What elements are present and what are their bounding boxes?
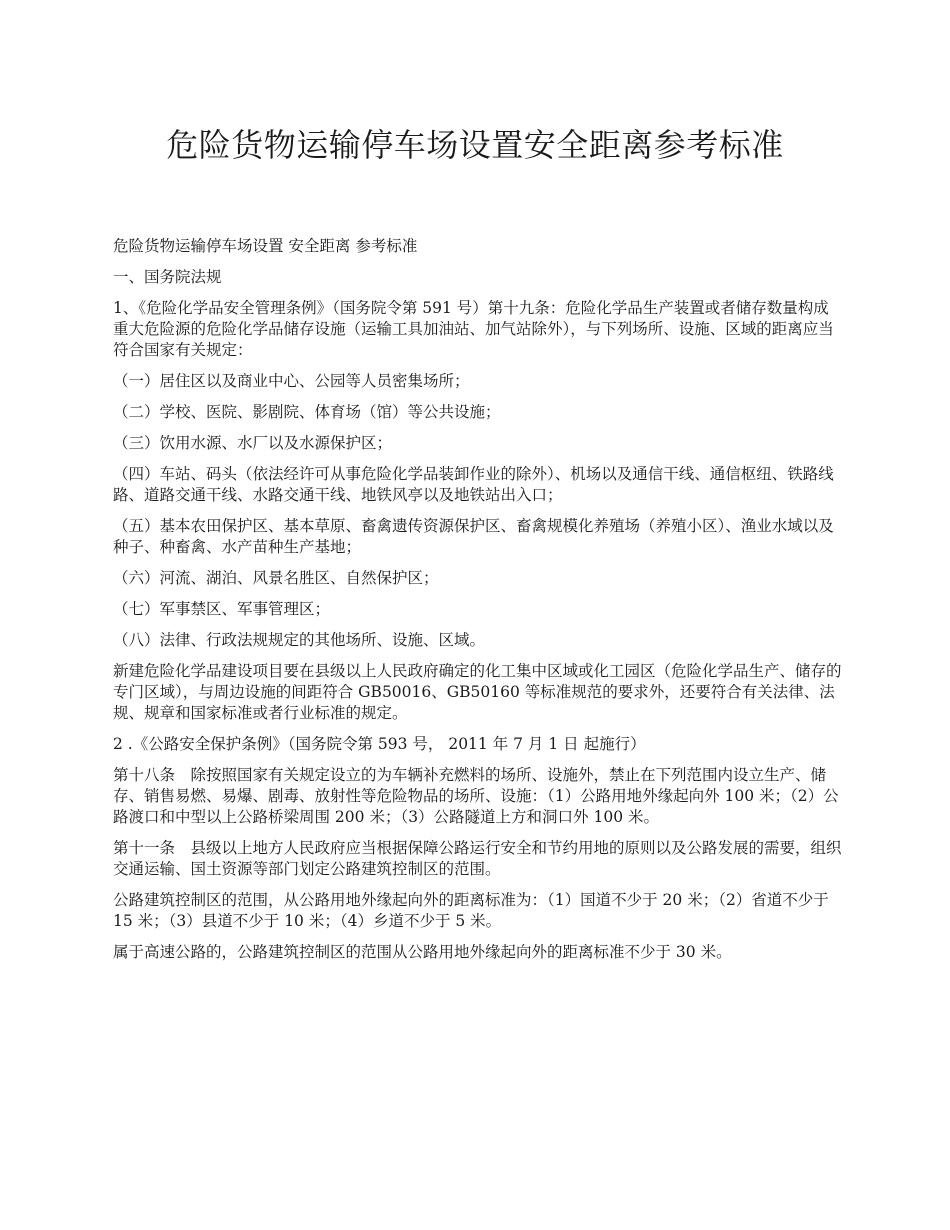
paragraph-item-5: （五）基本农田保护区、基本草原、畜禽遗传资源保护区、畜禽规模化养殖场（养殖小区）、渔业水域以及种子、种畜禽、水产苗种生产基地； bbox=[113, 517, 834, 556]
paragraph-item-6: （六）河流、湖泊、风景名胜区、自然保护区； bbox=[113, 569, 439, 587]
paragraph-article-11: 第十一条 县级以上地方人民政府应当根据保障公路运行安全和节约用地的原则以及公路发展的需要，组织交通运输、国土资源等部门划定公路建筑控制区的范围。 bbox=[113, 839, 842, 878]
paragraph-section-heading: 一、国务院法规 bbox=[113, 268, 222, 286]
paragraph-subtitle: 危险货物运输停车场设置 安全距离 参考标准 bbox=[113, 237, 418, 255]
document-title: 危险货物运输停车场设置安全距离参考标准 bbox=[166, 126, 784, 164]
paragraph-item-3: （三）饮用水源、水厂以及水源保护区； bbox=[113, 434, 393, 452]
paragraph-item-1: （一）居住区以及商业中心、公园等人员密集场所； bbox=[113, 372, 470, 390]
paragraph-item-4: （四）车站、码头（依法经许可从事危险化学品装卸作业的除外）、机场以及通信干线、通信枢纽、铁路线路、道路交通干线、水路交通干线、地铁风亭以及地铁站出入口； bbox=[113, 465, 834, 504]
paragraph-article-19: 1、《危险化学品安全管理条例》（国务院令第 591 号）第十九条：危险化学品生产装置或者储存数量构成重大危险源的危险化学品储存设施（运输工具加油站、加气站除外），与下列场所、设施、区域的距离应当符合国家有关规定： bbox=[113, 299, 834, 359]
paragraph-article-18: 第十八条 除按照国家有关规定设立的为车辆补充燃料的场所、设施外，禁止在下列范围内设立生产、储存、销售易燃、易爆、剧毒、放射性等危险物品的场所、设施：（1）公路用地外缘起向外 100 米；（2）公路渡口和中型以上公路桥梁周围 200 米；（3）公路隧道上方和洞口外 100 米。 bbox=[113, 766, 839, 826]
document-body bbox=[113, 236, 843, 973]
paragraph-item-2: （二）学校、医院、影剧院、体育场（馆）等公共设施； bbox=[113, 403, 501, 421]
paragraph-new-projects: 新建危险化学品建设项目要在县级以上人民政府确定的化工集中区域或化工园区（危险化学品生产、储存的专门区域），与周边设施的间距符合 GB50016、GB50160 等标准规范的要求外，还要符合有关法律、法规、规章和国家标准或者行业标准的规定。 bbox=[113, 662, 842, 722]
paragraph-expressway: 属于高速公路的，公路建筑控制区的范围从公路用地外缘起向外的距离标准不少于 30 米。 bbox=[113, 943, 732, 961]
paragraph-item-8: （八）法律、行政法规规定的其他场所、设施、区域。 bbox=[113, 631, 486, 649]
paragraph-control-zone: 公路建筑控制区的范围，从公路用地外缘起向外的距离标准为：（1）国道不少于 20 米；（2）省道不少于 15 米；（3）县道不少于 10 米；（4）乡道不少于 5 米。 bbox=[113, 891, 829, 930]
paragraph-highway-regulation: 2 .《公路安全保护条例》（国务院令第 593 号， 2011 年 7 月 1 日 起施行） bbox=[113, 735, 646, 753]
paragraph-item-7: （七）军事禁区、军事管理区； bbox=[113, 600, 331, 618]
